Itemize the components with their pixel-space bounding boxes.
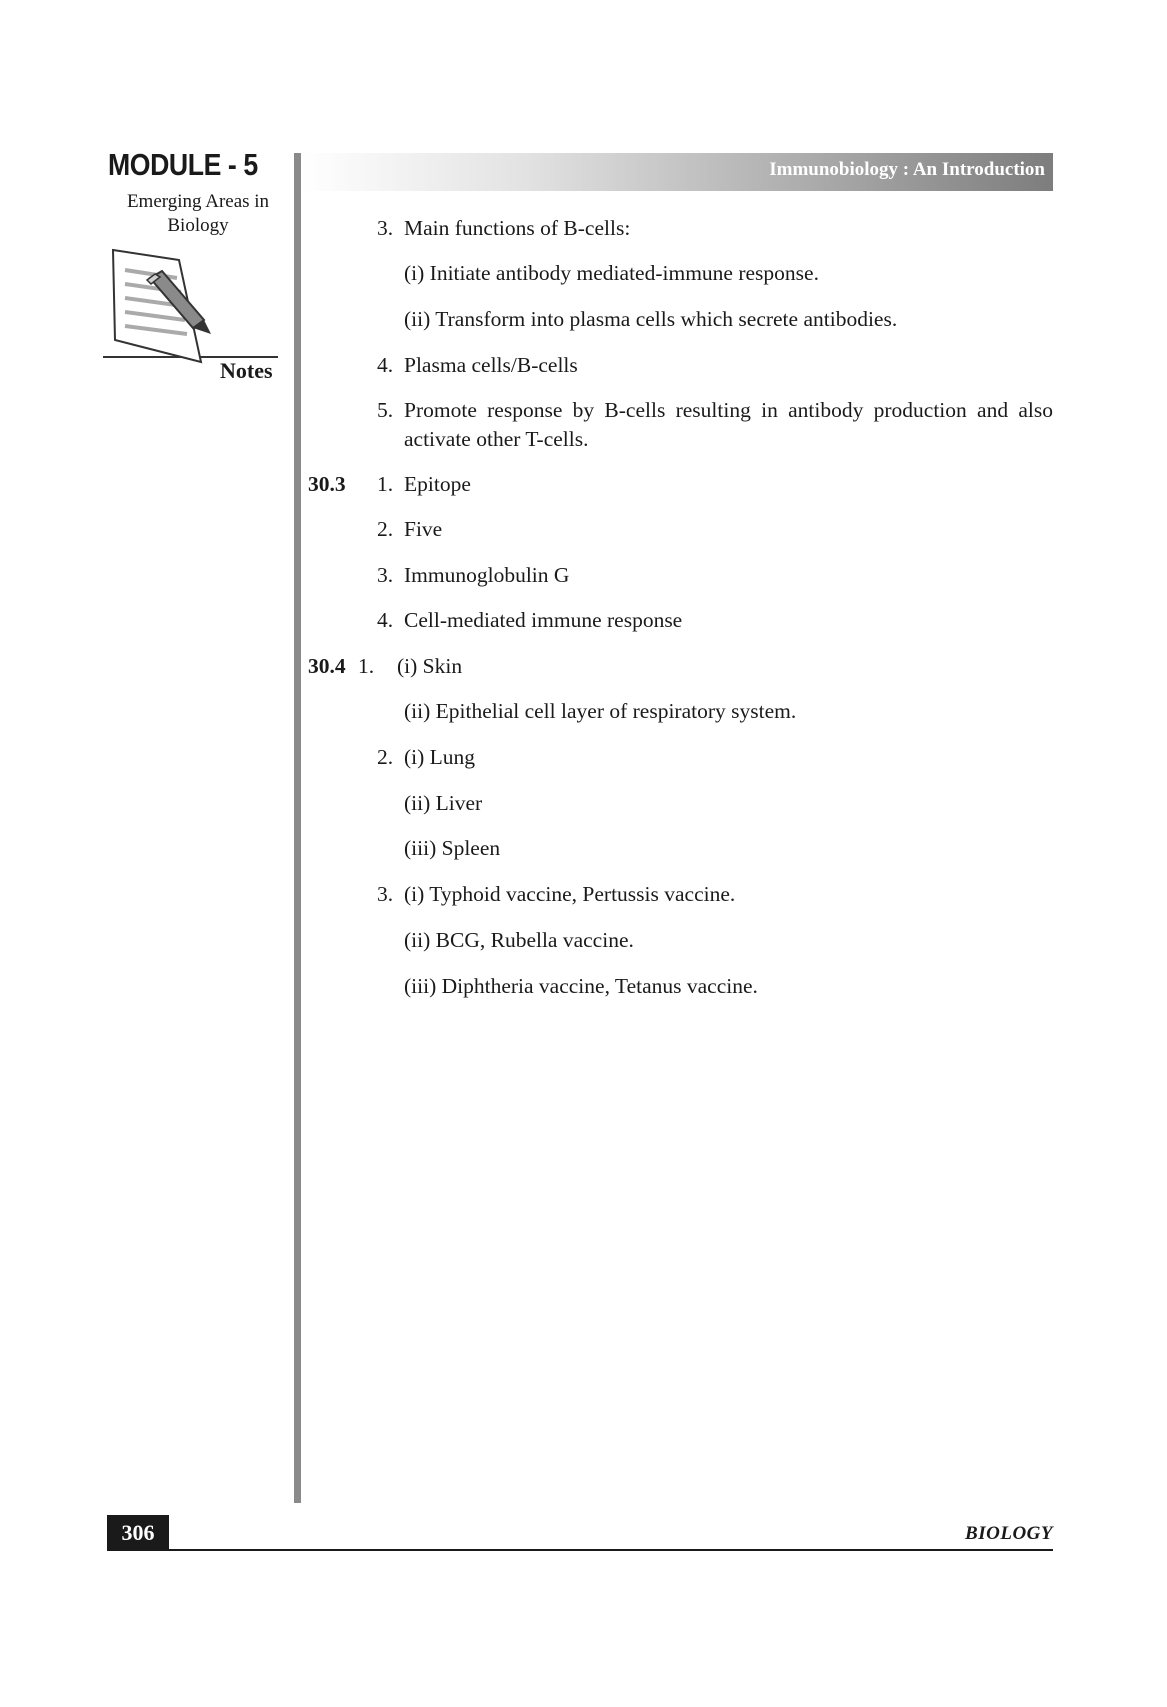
item-text: Epitope — [404, 472, 471, 496]
sub-item-text: (iii) Spleen — [404, 836, 501, 860]
chapter-header-bar — [301, 153, 1053, 191]
item-number: 1. — [358, 654, 375, 678]
item-number: 5. — [377, 398, 394, 422]
sub-item-text: (ii) BCG, Rubella vaccine. — [404, 928, 634, 952]
item-text: Main functions of B-cells: — [404, 216, 631, 240]
item-number: 2. — [377, 517, 394, 541]
sub-item-text: (iii) Diphtheria vaccine, Tetanus vaccine. — [404, 974, 758, 998]
sub-item-text: (i) Skin — [397, 654, 463, 678]
item-text: Plasma cells/B-cells — [404, 353, 578, 377]
item-text: Five — [404, 517, 443, 541]
module-subtitle: Emerging Areas in Biology — [126, 191, 270, 236]
section-label: 30.4 — [308, 654, 346, 678]
item-number: 4. — [377, 353, 394, 377]
item-number: 3. — [377, 216, 394, 240]
notes-label: Notes — [220, 358, 273, 383]
sub-item-text: (ii) Epithelial cell layer of respiratory system. — [404, 699, 797, 723]
sub-item-text: (i) Initiate antibody mediated-immune response. — [404, 261, 819, 285]
sub-item-text: (i) Lung — [404, 745, 476, 769]
notes-pencil-icon — [103, 244, 278, 369]
sub-item-text: (i) Typhoid vaccine, Pertussis vaccine. — [404, 882, 736, 906]
item-number: 2. — [377, 745, 394, 769]
item-text: Immunoglobulin G — [404, 563, 570, 587]
section-label: 30.3 — [308, 472, 346, 496]
item-number: 3. — [377, 563, 394, 587]
item-text: Cell-mediated immune response — [404, 608, 683, 632]
page-number: 306 — [107, 1515, 169, 1550]
chapter-title: Immunobiology : An Introduction — [769, 159, 1045, 180]
item-text: Promote response by B-cells resulting in antibody production and also activate other T-cells. — [404, 398, 1053, 451]
item-number: 4. — [377, 608, 394, 632]
sub-item-text: (ii) Transform into plasma cells which secrete antibodies. — [404, 307, 898, 331]
footer-brand: BIOLOGY — [965, 1523, 1053, 1544]
sub-item-text: (ii) Liver — [404, 791, 483, 815]
item-number: 3. — [377, 882, 394, 906]
notepad-drawing — [103, 250, 278, 362]
module-title: MODULE - 5 — [108, 147, 258, 182]
footer-rule — [107, 1549, 1053, 1551]
vertical-divider — [294, 153, 301, 1503]
item-number: 1. — [377, 472, 394, 496]
